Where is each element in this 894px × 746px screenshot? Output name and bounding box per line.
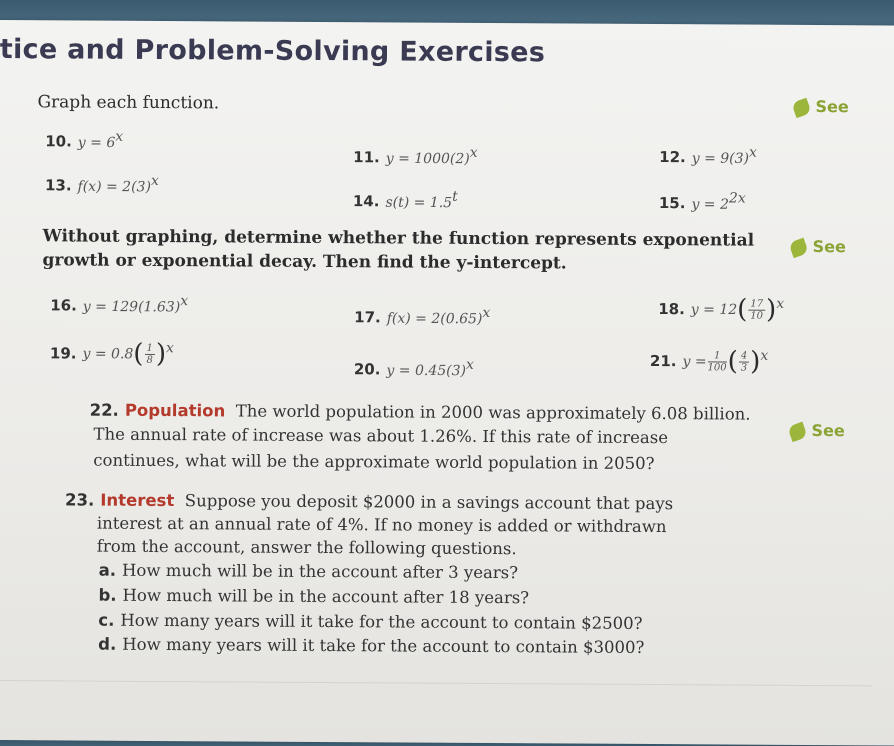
problem-14: 14. $s(t) = 1.5^t$	[352, 188, 458, 212]
see-reference-2: See	[791, 237, 846, 256]
problem-22-line2: The annual rate of increase was about 1.26%. If this rate of increase	[93, 424, 669, 448]
problem-12: 12. $y = 9(3)^x$	[659, 144, 758, 167]
problem-21: 21. y = $\frac{1}{100}$ ( $\frac{4}{3}$ )$^x$	[649, 346, 769, 377]
see-reference-1: See	[793, 97, 848, 116]
fraction: $\frac{1}{8}$	[146, 342, 153, 366]
problem-17: 17. $f(x) = 2(0.65)^x$	[354, 304, 491, 328]
problem-23-part-c: c. How many years will it take for the account to contain $2500?	[98, 610, 643, 633]
problem-16: 16. $y = 129(1.63)^x$	[50, 293, 189, 316]
page-divider	[0, 680, 872, 686]
problem-22-line1: 22. Population The world population in 2000 was approximately 6.08 billion.	[89, 400, 751, 424]
see-reference-3: See	[789, 421, 844, 440]
direction-growth-decay-line1: Without graphing, determine whether the function represents exponential	[42, 226, 755, 251]
problem-23-part-a: a. How much will be in the account after 3 years?	[98, 560, 519, 583]
problem-11: 11. $y = 1000(2)^x$	[353, 144, 478, 168]
problem-22-label: Population	[124, 400, 226, 421]
problem-23-line1: 23. Interest Suppose you deposit $2000 in a savings account that pays	[65, 490, 674, 514]
textbook-page	[0, 20, 894, 746]
problem-19: 19. y = 0.8( $\frac{1}{8}$ )$^x$	[49, 338, 175, 370]
problem-23-part-b: b. How much will be in the account after 18 years?	[98, 585, 530, 608]
problem-22-line3: continues, what will be the approximate world population in 2050?	[93, 450, 655, 474]
problem-23-line3: from the account, answer the following questions.	[96, 536, 517, 559]
fraction: $\frac{17}{10}$	[750, 298, 764, 322]
problem-23-label: Interest	[100, 490, 175, 511]
leaf-icon	[788, 237, 808, 257]
problem-20: 20. $y = 0.45(3)^x$	[353, 356, 474, 380]
problem-15: 15. $y = 2^{2x}$	[658, 190, 746, 213]
problem-18: 18. y = 12( $\frac{17}{10}$ )$^x$	[658, 294, 785, 325]
leaf-icon	[791, 97, 811, 117]
problem-23-part-d: d. How many years will it take for the account to contain $3000?	[98, 634, 645, 657]
problem-23-line2: interest at an annual rate of 4%. If no money is added or withdrawn	[96, 513, 667, 537]
problem-10: 10. $y = 6^x$	[45, 128, 124, 152]
leaf-icon	[787, 421, 807, 441]
fraction: $\frac{4}{3}$	[740, 350, 748, 374]
direction-growth-decay-line2: growth or exponential decay. Then find the y-intercept.	[42, 250, 567, 274]
direction-graph: Graph each function.	[37, 92, 220, 114]
coefficient-fraction: $\frac{1}{100}$	[707, 349, 727, 373]
problem-13: 13. $f(x) = 2(3)^x$	[44, 172, 159, 196]
section-title: tice and Problem-Solving Exercises	[0, 34, 546, 69]
